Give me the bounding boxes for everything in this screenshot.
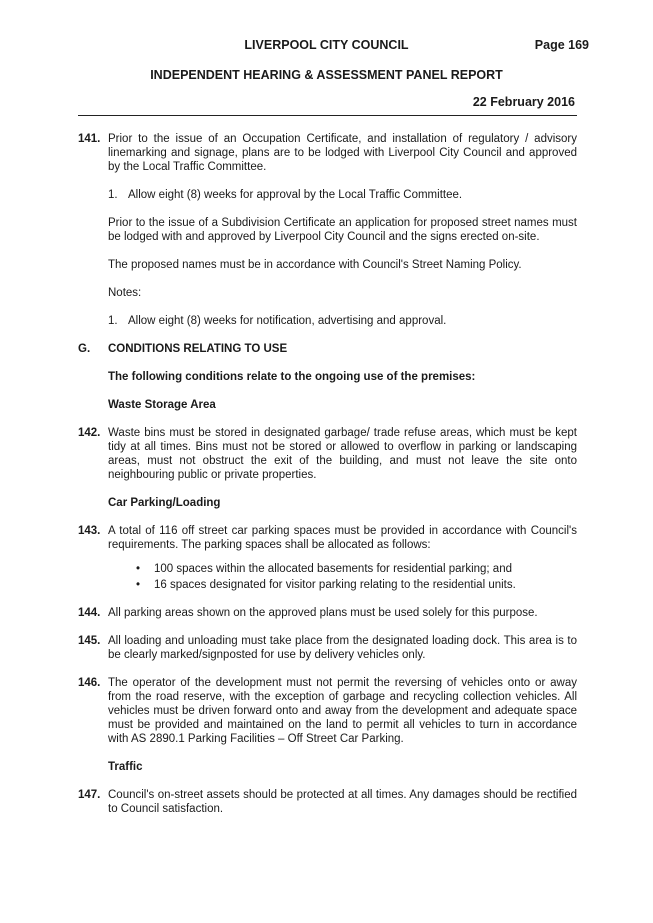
condition-141-naming-policy-paragraph: The proposed names must be in accordance with Council's Street Naming Policy.	[108, 259, 522, 271]
condition-number: 143.	[78, 525, 101, 537]
condition-number: 142.	[78, 427, 101, 439]
header-page-number: Page 169	[534, 38, 589, 52]
condition-number: 141.	[78, 133, 101, 145]
list-item: • 100 spaces within the allocated basements for residential parking; and	[136, 562, 577, 576]
section-title: CONDITIONS RELATING TO USE	[108, 343, 288, 355]
header-council-name: LIVERPOOL CITY COUNCIL	[244, 38, 409, 52]
item-number: 1.	[108, 189, 118, 201]
condition-145	[78, 634, 577, 662]
condition-text: Prior to the issue of an Occupation Certificate, and installation of regulatory / advisory linemarking and signage, plans are to be lodged with Liverpool City Council and approved by the Local Traffic Committee.	[108, 133, 577, 173]
condition-141-note-1	[108, 314, 577, 328]
condition-141-notes-label: Notes:	[108, 287, 142, 299]
list-item: • 16 spaces designated for visitor parking relating to the residential units.	[136, 578, 577, 592]
condition-146	[78, 676, 577, 746]
condition-number: 147.	[78, 789, 101, 801]
header-date: 22 February 2016	[472, 95, 575, 109]
note-number: 1.	[108, 315, 118, 327]
condition-number: 146.	[78, 677, 101, 689]
condition-text: A total of 116 off street car parking spaces must be provided in accordance with Council's requirements. The parking spaces shall be allocated as follows:	[108, 525, 577, 551]
condition-141-subdivision-paragraph: Prior to the issue of a Subdivision Certificate an application for proposed street names must be lodged with and approved by Liverpool City Council and the signs erected on-site.	[108, 217, 577, 243]
condition-text: All parking areas shown on the approved plans must be used solely for this purpose.	[108, 607, 538, 619]
car-parking-heading: Car Parking/Loading	[108, 497, 221, 509]
condition-text: Council's on-street assets should be protected at all times. Any damages should be rectified to Council satisfaction.	[108, 789, 577, 815]
section-g-intro: The following conditions relate to the ongoing use of the premises:	[108, 371, 476, 383]
waste-storage-heading: Waste Storage Area	[108, 399, 216, 411]
header-report-title: INDEPENDENT HEARING & ASSESSMENT PANEL REPORT	[150, 68, 503, 82]
parking-allocation-list	[136, 562, 577, 592]
condition-143	[78, 524, 577, 552]
header-divider	[78, 115, 577, 116]
condition-147	[78, 788, 577, 816]
condition-number: 145.	[78, 635, 101, 647]
condition-141	[78, 132, 577, 174]
traffic-heading: Traffic	[108, 761, 143, 773]
condition-text: The operator of the development must not permit the reversing of vehicles onto or away from the road reserve, with the exception of garbage and recycling collection vehicles. All vehicles must be driven forward onto and away from the development and adequate space must be provided and maintained on the land to permit all vehicles to turn in accordance with AS 2890.1 Parking Facilities – Off Street Car Parking.	[108, 677, 577, 745]
condition-141-item-1	[108, 188, 577, 202]
condition-144	[78, 606, 577, 620]
condition-number: 144.	[78, 607, 101, 619]
condition-142	[78, 426, 577, 482]
section-letter: G.	[78, 343, 91, 355]
condition-text: Waste bins must be stored in designated garbage/ trade refuse areas, which must be kept tidy at all times. Bins must not be stored or allowed to overflow in parking or landscaping areas, must not obstruct the exit of the building, and must not leave the site onto neighbouring public or private properties.	[108, 427, 577, 481]
condition-text: All loading and unloading must take place from the designated loading dock. This area is to be clearly marked/signposted for use by delivery vehicles only.	[108, 635, 577, 661]
item-text: Allow eight (8) weeks for approval by the Local Traffic Committee.	[128, 189, 463, 201]
section-g-heading	[78, 342, 577, 356]
note-text: Allow eight (8) weeks for notification, advertising and approval.	[128, 315, 447, 327]
document-body	[78, 132, 577, 830]
